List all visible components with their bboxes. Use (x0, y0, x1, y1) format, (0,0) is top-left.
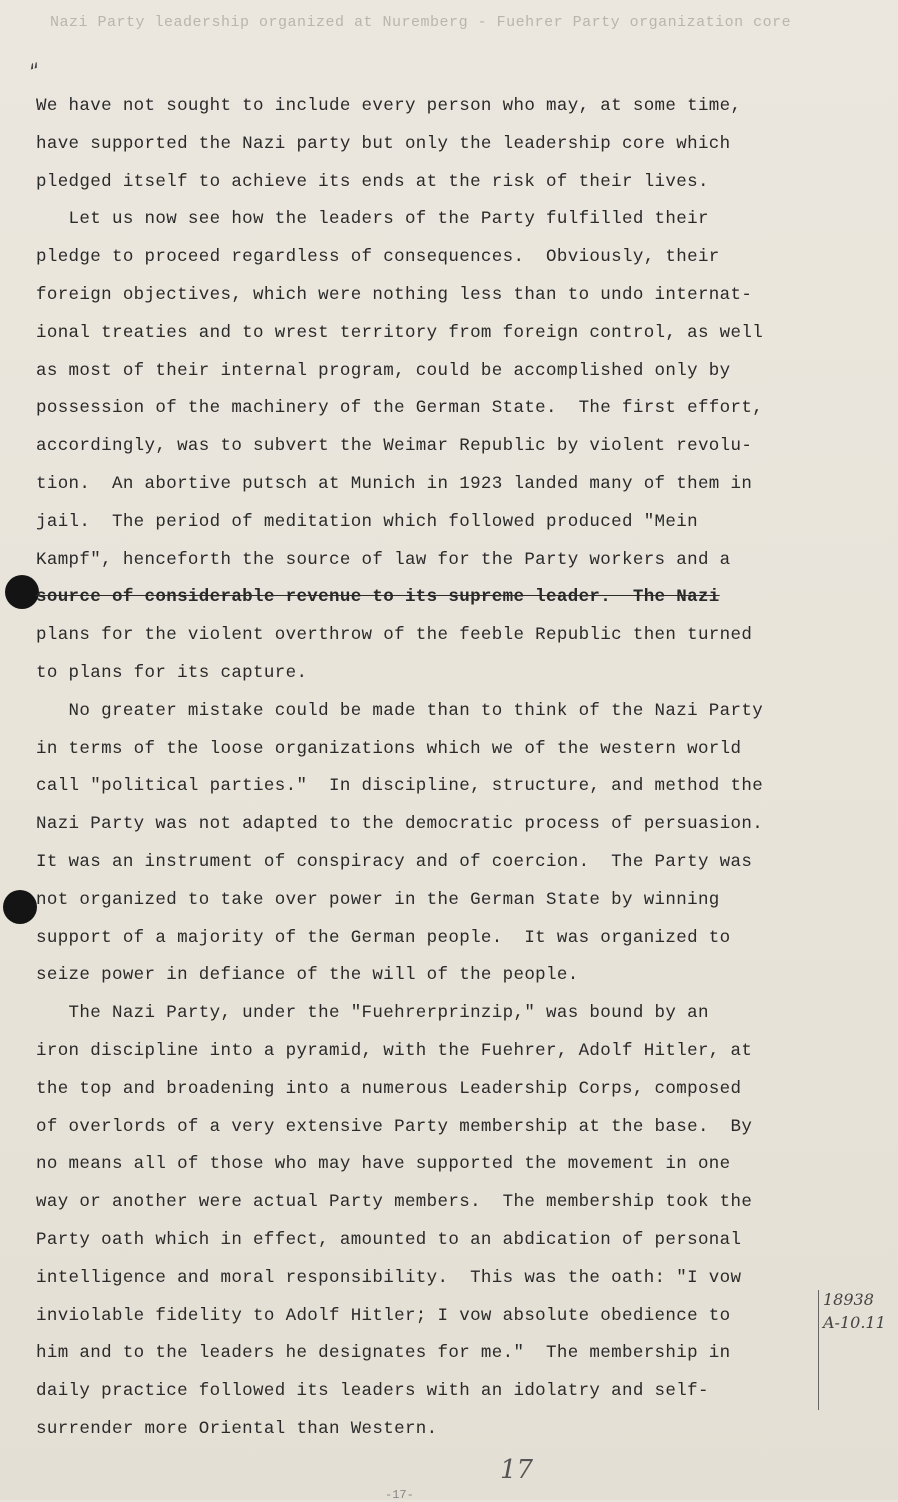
text-line: as most of their internal program, could be accomplished only by (36, 360, 731, 381)
text-line: no means all of those who may have supported the movement in one (36, 1154, 731, 1175)
text-line: The Nazi Party, under the "Fuehrerprinzip," was bound by an (36, 1003, 709, 1024)
margin-mark: “ (27, 60, 44, 84)
text-line: ional treaties and to wrest territory from foreign control, as well (36, 322, 764, 343)
text-line: foreign objectives, which were nothing less than to undo internat- (36, 284, 753, 305)
punch-hole-top (5, 575, 39, 609)
text-line: intelligence and moral responsibility. This was the oath: "I vow (36, 1267, 742, 1288)
bleed-through-header: Nazi Party leadership organized at Nuremberg - Fuehrer Party organization core (50, 14, 792, 31)
text-line: accordingly, was to subvert the Weimar Republic by violent revolu- (36, 436, 753, 457)
note-line: A-10.11 (823, 1313, 886, 1332)
text-line: No greater mistake could be made than to think of the Nazi Party (36, 700, 764, 721)
typed-page-number: -17- (385, 1488, 414, 1502)
text-line: of overlords of a very extensive Party membership at the base. By (36, 1116, 753, 1137)
text-line: iron discipline into a pyramid, with the Fuehrer, Adolf Hitler, at (36, 1040, 753, 1061)
text-line-struck: source of considerable revenue to its supreme leader. The Nazi (36, 587, 720, 608)
text-line: way or another were actual Party members. The membership took the (36, 1192, 753, 1213)
text-line: support of a majority of the German people. It was organized to (36, 927, 731, 948)
text-line: him and to the leaders he designates for me." The membership in (36, 1343, 731, 1364)
punch-hole-bottom (3, 890, 37, 924)
note-line: 18938 (823, 1290, 874, 1309)
text-line: surrender more Oriental than Western. (36, 1418, 438, 1439)
text-line: daily practice followed its leaders with an idolatry and self- (36, 1381, 709, 1402)
text-line: inviolable fidelity to Adolf Hitler; I vow absolute obedience to (36, 1305, 731, 1326)
text-line: pledge to proceed regardless of consequences. Obviously, their (36, 247, 720, 268)
text-line: Nazi Party was not adapted to the democratic process of persuasion. (36, 814, 764, 835)
text-line: Party oath which in effect, amounted to an abdication of personal (36, 1229, 742, 1250)
text-line: jail. The period of meditation which followed produced "Mein (36, 511, 698, 532)
text-line: We have not sought to include every person who may, at some time, (36, 96, 742, 116)
text-line: Kampf", henceforth the source of law for the Party workers and a (36, 549, 731, 570)
text-line: pledged itself to achieve its ends at the risk of their lives. (36, 171, 709, 192)
text-line: the top and broadening into a numerous Leadership Corps, composed (36, 1078, 742, 1099)
text-line: Let us now see how the leaders of the Party fulfilled their (36, 209, 709, 230)
text-line: call "political parties." In discipline, structure, and method the (36, 776, 764, 797)
text-line: seize power in defiance of the will of the people. (36, 965, 579, 986)
handwritten-page-number: 17 (500, 1455, 534, 1485)
text-line: not organized to take over power in the German State by winning (36, 889, 720, 910)
text-line: tion. An abortive putsch at Munich in 1923 landed many of them in (36, 473, 753, 494)
text-line: to plans for its capture. (36, 662, 308, 683)
typewritten-body (36, 88, 836, 1449)
text-line: in terms of the loose organizations which we of the western world (36, 738, 742, 759)
handwritten-margin-note (818, 1290, 898, 1410)
text-line: plans for the violent overthrow of the feeble Republic then turned (36, 625, 753, 646)
text-line: have supported the Nazi party but only the leadership core which (36, 133, 731, 154)
text-line: It was an instrument of conspiracy and of coercion. The Party was (36, 851, 753, 872)
text-line: possession of the machinery of the German State. The first effort, (36, 398, 764, 419)
